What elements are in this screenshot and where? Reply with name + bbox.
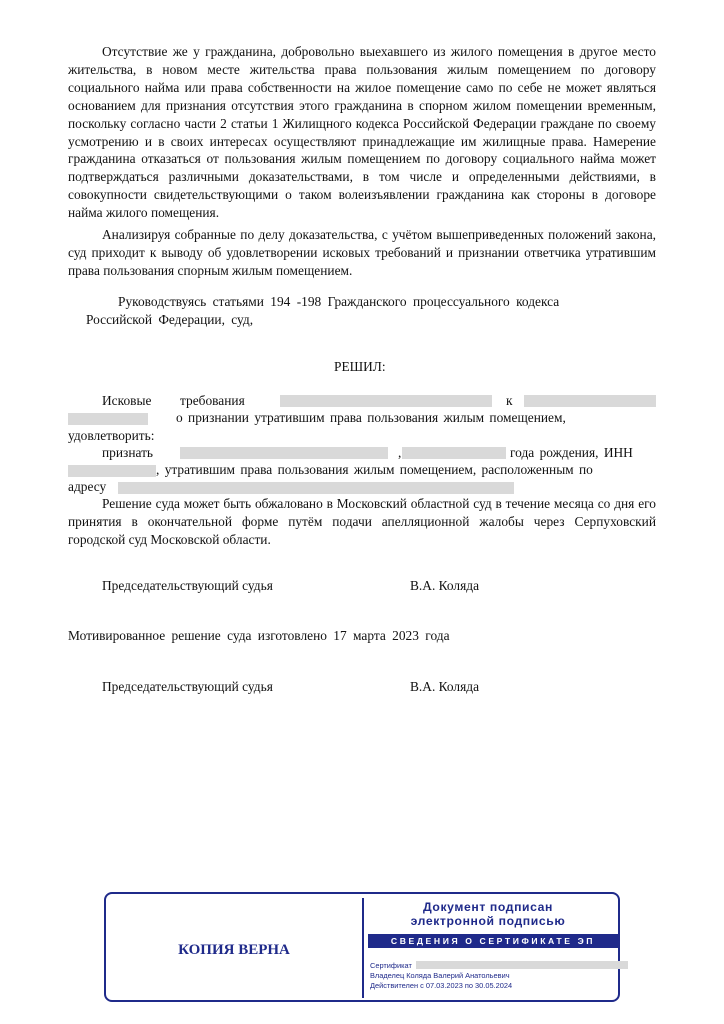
redacted-plaintiff [280, 395, 492, 407]
e-signature-stamp [104, 892, 620, 1002]
redacted-defendant-cont [68, 413, 148, 425]
redacted-certificate-number [416, 961, 628, 969]
motivated-decision: Мотивированное решение суда изготовлено 17 марта 2023 года [68, 628, 450, 643]
paragraph-absence: Отсутствие же у гражданина, добровольно выехавшего из жилого помещения в другое место жительства, в новом месте жительства права пользования жилым помещением по договору социального найма или права собственности на жилое помещение само по себе не может являться основанием для признания отсутствия этого гражданина в спорном жилом помещении временным, поскольку согласно части 2 статьи 1 Жилищного кодекса Российской Федерации граждане по своему усмотрению и в своих интересах осуществляют принадлежащие им жилищные права. Намерение гражданина отказаться от пользования жилым помещением по договору социального найма может подтверждаться различными доказательствами, в том числе и определенными действиями, в совокупности свидетельствующими о таком волеизъявлении гражданина как стороны в договоре найма жилого помещения. [68, 44, 656, 221]
claim-word-2: требования [180, 393, 245, 408]
claim-subject: о признании утратившим права пользования жилым помещением, [176, 410, 566, 425]
comma: , [398, 445, 402, 460]
judge-name-1: В.А. Коляда [410, 578, 480, 593]
paragraph-analysis: Анализируя собранные по делу доказательства, с учётом вышеприведенных положений закона, суд приходит к выводу об удовлетворении исковых требований и признании ответчика утратившим права пользования спорным жилым помещением. [68, 227, 656, 278]
claim-to: к [506, 393, 513, 408]
address-word: адресу [68, 479, 107, 494]
recognize-word: признать [102, 445, 154, 460]
guided-line-2: Российской Федерации, суд, [86, 312, 254, 327]
satisfy-word: удовлетворить: [68, 428, 155, 443]
certificate-label [370, 961, 628, 970]
certificate-label-text: Сертификат [370, 961, 412, 970]
appeal-paragraph: Решение суда может быть обжаловано в Московский областной суд в течение месяца со дня его принятия в окончательной форме путём подачи апелляционной жалобы через Серпуховский городской суд Московской области. [68, 496, 656, 547]
lost-rights-text: , утратившим права пользования жилым помещением, расположенным по [156, 462, 593, 477]
certificate-validity: Действителен с 07.03.2023 по 30.05.2024 [370, 981, 513, 990]
judge-name-2: В.А. Коляда [410, 679, 480, 694]
guided-line-1: Руководствуясь статьями 194 -198 Гражданского процессуального кодекса [118, 294, 560, 309]
judge-role-1: Председательствующий судья [102, 578, 273, 593]
redacted-birthdate [402, 447, 506, 459]
certificate-info-band: СВЕДЕНИЯ О СЕРТИФИКАТЕ ЭП [368, 934, 618, 948]
redacted-defendant [524, 395, 656, 407]
stamp-title-line-1: Документ подписан [422, 900, 553, 914]
redacted-name [180, 447, 388, 459]
stamp-title-line-2: электронной подписью [410, 914, 566, 928]
stamp-divider [362, 898, 364, 998]
birth-inn: года рождения, ИНН [510, 445, 633, 460]
redacted-address [118, 482, 514, 494]
certificate-owner: Владелец Коляда Валерий Анатольевич [370, 971, 510, 980]
redacted-inn [68, 465, 156, 477]
claim-word-1: Исковые [102, 393, 152, 408]
judge-role-2: Председательствующий судья [102, 679, 273, 694]
decision-heading: РЕШИЛ: [334, 359, 386, 374]
copy-verified-label: КОПИЯ ВЕРНА [178, 942, 290, 958]
